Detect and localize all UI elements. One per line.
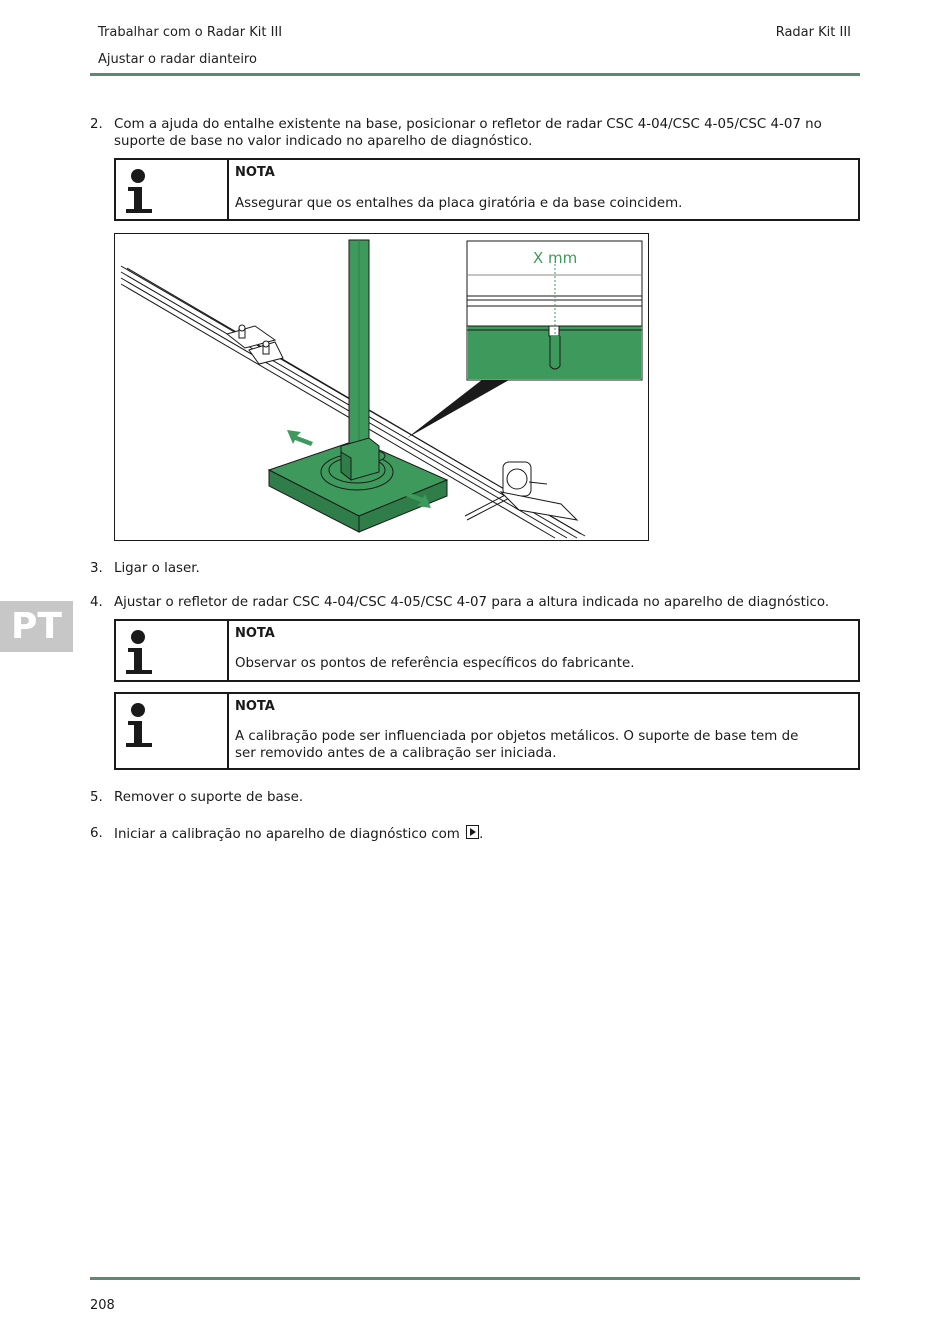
step-number: 3. — [90, 561, 103, 576]
step-text: Ligar o laser. — [114, 561, 200, 576]
note-box — [114, 692, 860, 770]
step-5 — [90, 789, 860, 806]
note-text: Observar os pontos de referência específicos do fabricante. — [235, 656, 635, 671]
info-icon-cell — [116, 160, 229, 219]
step-number: 2. — [90, 117, 103, 132]
info-icon — [126, 627, 156, 677]
info-icon-cell — [116, 694, 229, 768]
note-text: A calibração pode ser influenciada por objetos metálicos. O suporte de base tem de ser removido antes de a calibração ser iniciada. — [235, 729, 799, 761]
play-icon — [466, 825, 479, 839]
footer-rule — [90, 1277, 860, 1280]
step-text: Ajustar o refletor de radar CSC 4-04/CSC 4-05/CSC 4-07 para a altura indicada no aparelho de diagnóstico. — [114, 595, 830, 610]
calibration-figure — [114, 233, 649, 541]
step-4 — [90, 594, 860, 611]
language-tab: PT — [0, 601, 73, 652]
header-chapter: Trabalhar com o Radar Kit III — [98, 25, 283, 40]
reflector-column — [341, 240, 379, 480]
note-title: NOTA — [235, 165, 275, 180]
step-text-suffix: . — [479, 827, 484, 842]
step-text: Com a ajuda do entalhe existente na base, posicionar o refletor de radar CSC 4-04/CSC 4-05/CSC 4-07 no suporte de base no valor indicado no aparelho de diagnóstico. — [114, 117, 822, 149]
header-section: Ajustar o radar dianteiro — [98, 52, 257, 67]
step-text: Iniciar a calibração no aparelho de diagnóstico com — [114, 827, 460, 842]
step-2 — [90, 116, 860, 150]
callout-pointer — [407, 376, 509, 438]
note-title: NOTA — [235, 699, 275, 714]
note-text: Assegurar que os entalhes da placa giratória e da base coincidem. — [235, 196, 683, 211]
header-rule — [90, 73, 860, 76]
radar-reflector-illustration — [115, 234, 648, 540]
step-text-wrap — [114, 825, 860, 843]
step-6 — [90, 825, 860, 842]
info-icon — [126, 700, 156, 750]
info-icon-cell — [116, 621, 229, 680]
info-icon — [126, 166, 156, 216]
step-number: 6. — [90, 826, 103, 841]
header-product: Radar Kit III — [775, 25, 851, 40]
note-box — [114, 158, 860, 221]
step-3 — [90, 560, 860, 577]
page-number: 208 — [90, 1298, 115, 1313]
note-box — [114, 619, 860, 682]
step-number: 4. — [90, 595, 103, 610]
inset-label: X mm — [533, 249, 578, 267]
step-number: 5. — [90, 790, 103, 805]
step-text: Remover o suporte de base. — [114, 790, 304, 805]
note-title: NOTA — [235, 626, 275, 641]
